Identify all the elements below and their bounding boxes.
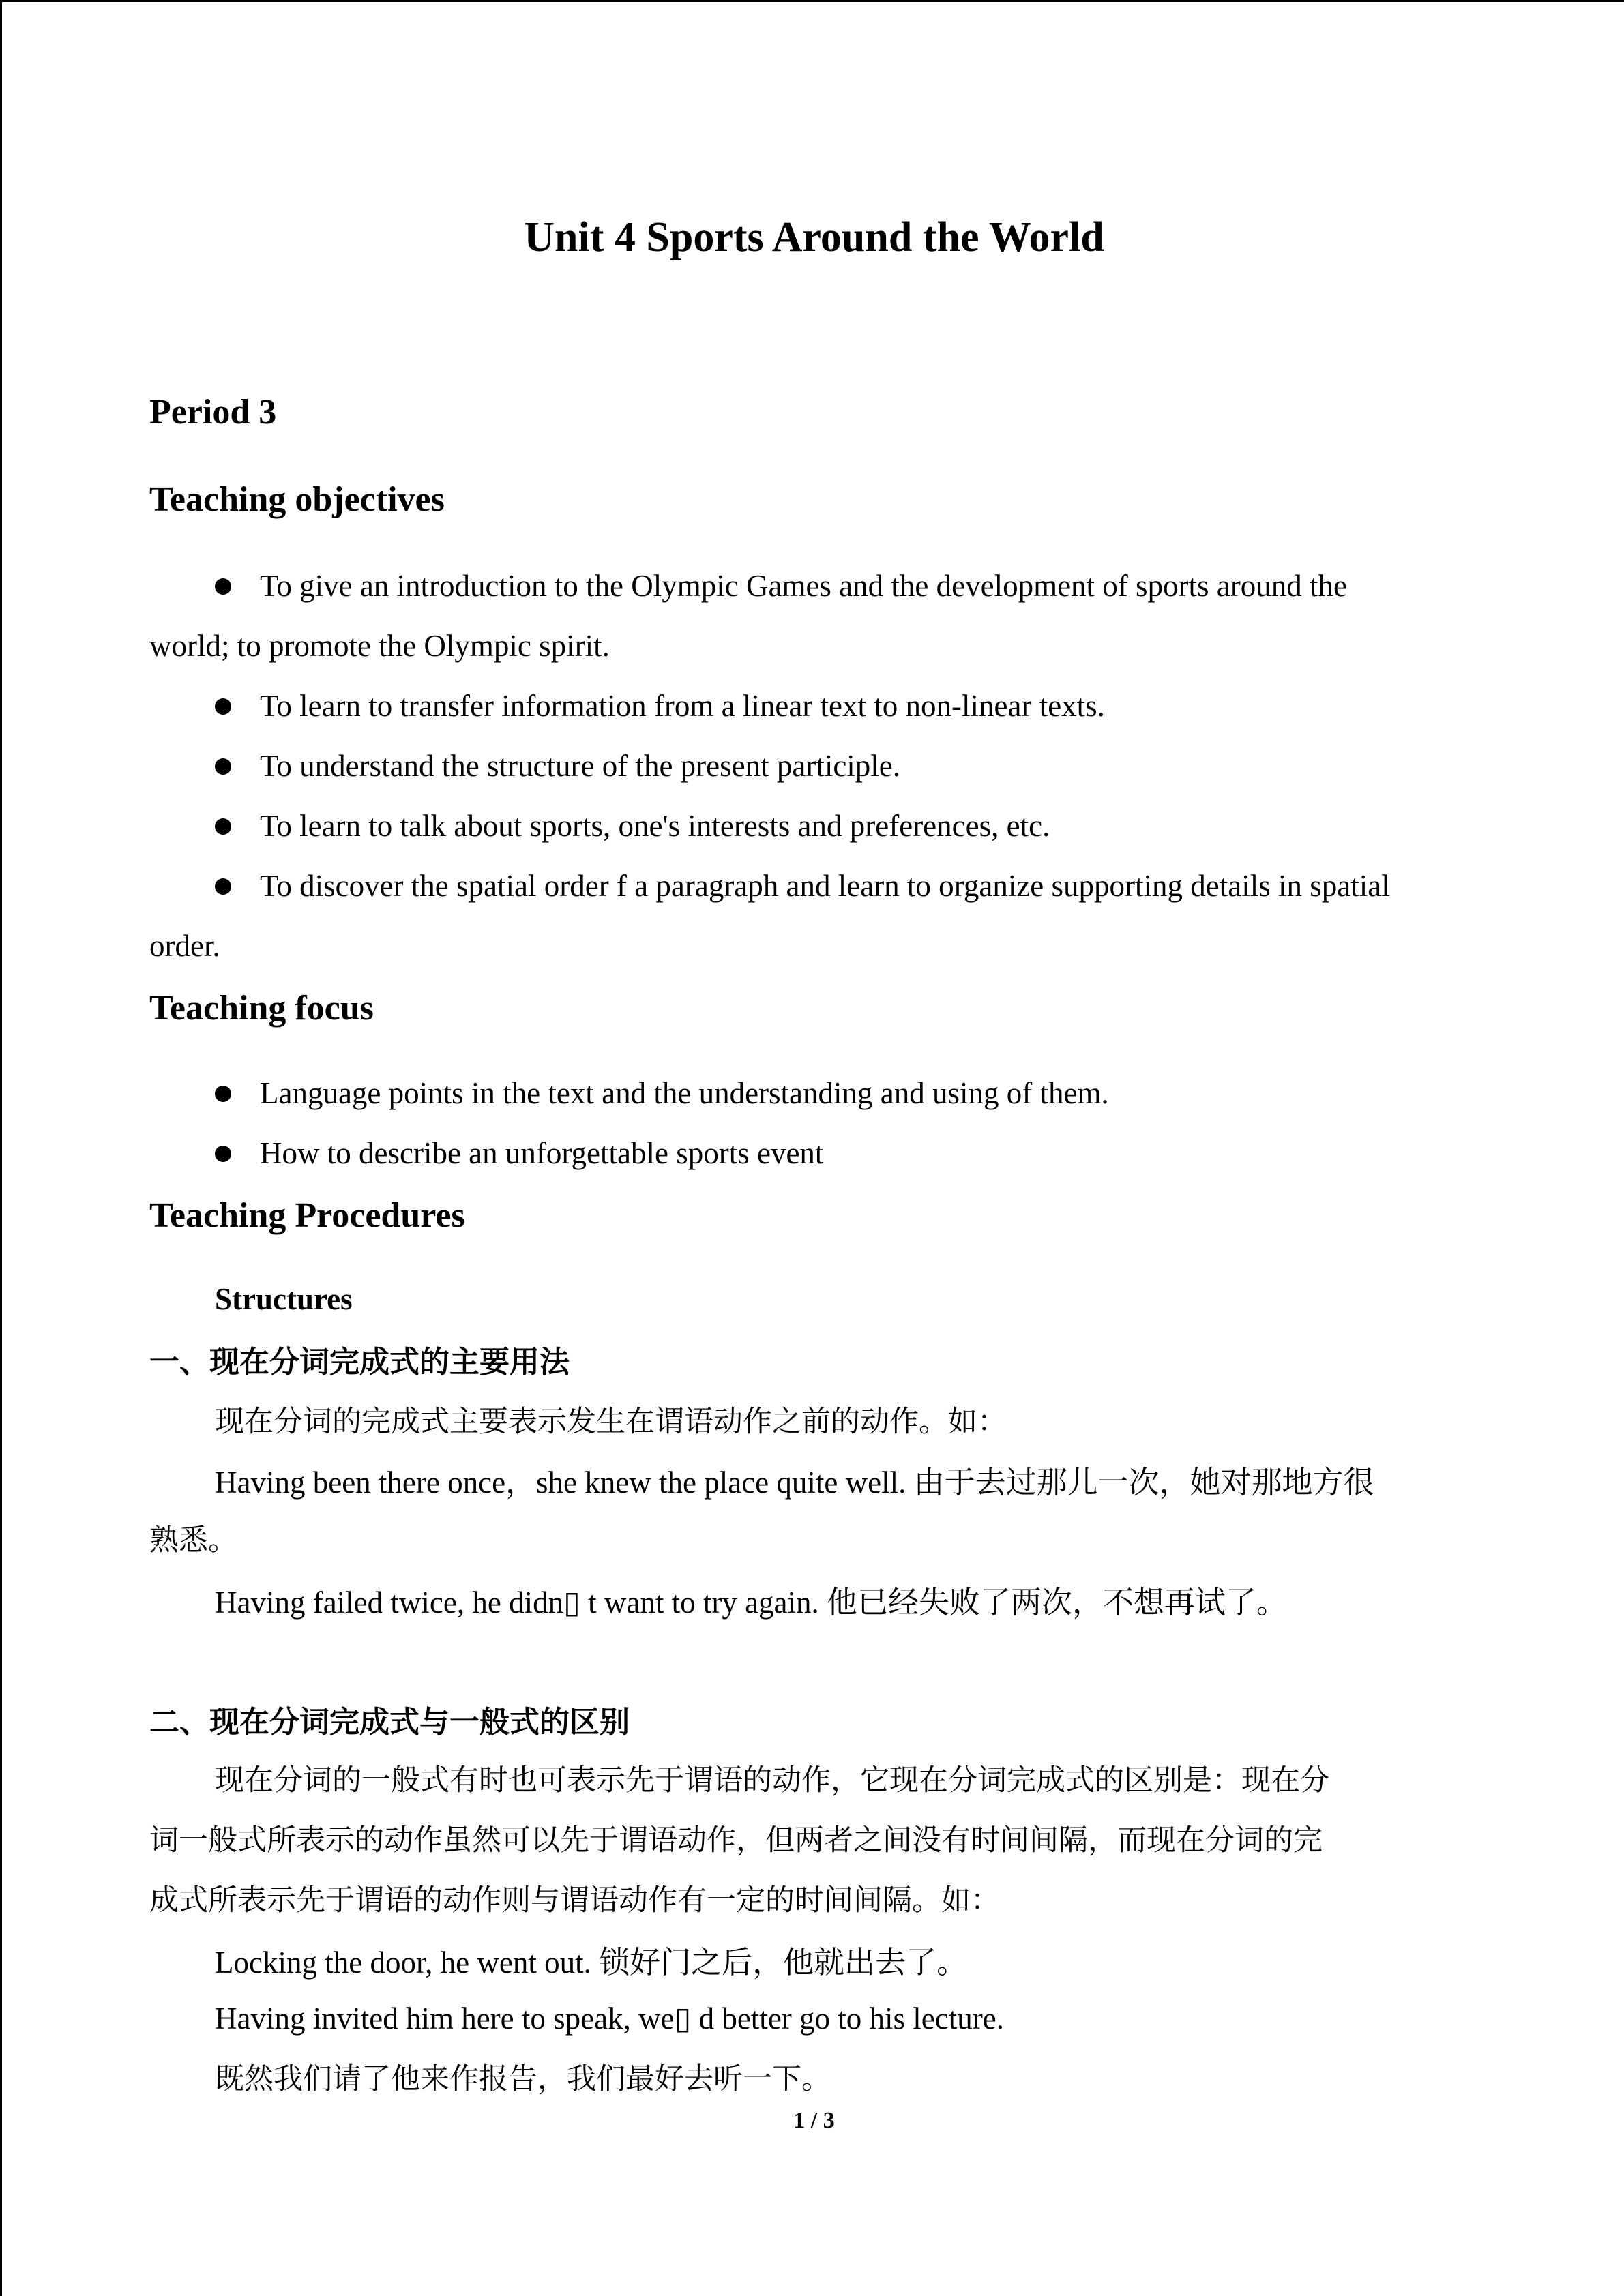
objective-item-4 bbox=[215, 808, 1050, 844]
section2-para-line3: 成式所表示先于谓语的动作则与谓语动作有一定的时间间隔。如： bbox=[149, 1883, 1000, 1918]
objective-item-3 bbox=[215, 748, 900, 784]
focus-item-1 bbox=[215, 1075, 1109, 1111]
objective-text: To learn to transfer information from a linear text to non-linear texts. bbox=[260, 689, 1105, 723]
objective-text: To learn to talk about sports, one's interests and preferences, etc. bbox=[260, 809, 1050, 843]
structures-label: Structures bbox=[215, 1282, 353, 1316]
objective-text: To discover the spatial order f a paragraph and learn to organize supporting details in spatial bbox=[260, 869, 1390, 903]
page-number: 1 / 3 bbox=[793, 2108, 835, 2133]
objectives-heading: Teaching objectives bbox=[149, 480, 445, 519]
section1-example1: Having been there once，she knew the place quite well. 由于去过那儿一次，她对那地方很 bbox=[215, 1465, 1374, 1500]
bullet-icon bbox=[215, 878, 231, 895]
period-heading: Period 3 bbox=[149, 393, 277, 432]
bullet-icon bbox=[215, 1086, 231, 1102]
bullet-icon bbox=[215, 758, 231, 775]
bullet-icon bbox=[215, 1146, 231, 1162]
objective-item-1 bbox=[215, 568, 1347, 603]
objective-continuation: world; to promote the Olympic spirit. bbox=[149, 629, 610, 663]
objective-item-2 bbox=[215, 688, 1105, 724]
document-title: Unit 4 Sports Around the World bbox=[524, 214, 1104, 260]
focus-heading: Teaching focus bbox=[149, 989, 374, 1028]
section2-example2: Having invited him here to speak, we▯ d better go to his lecture. bbox=[215, 2001, 1004, 2036]
section2-example1: Locking the door, he went out. 锁好门之后，他就出去了。 bbox=[215, 1945, 968, 1980]
objective-text: To give an introduction to the Olympic Games and the development of sports around the bbox=[260, 569, 1347, 603]
focus-item-2 bbox=[215, 1135, 823, 1171]
section2-example2-cn: 既然我们请了他来作报告，我们最好去听一下。 bbox=[215, 2062, 831, 2096]
section1-example1-cont: 熟悉。 bbox=[149, 1523, 237, 1557]
section2-heading: 二、现在分词完成式与一般式的区别 bbox=[149, 1705, 630, 1740]
bullet-icon bbox=[215, 818, 231, 835]
objective-continuation: order. bbox=[149, 929, 220, 963]
section1-intro: 现在分词的完成式主要表示发生在谓语动作之前的动作。如： bbox=[215, 1405, 1007, 1439]
section2-para-line2: 词一般式所表示的动作虽然可以先于谓语动作，但两者之间没有时间间隔，而现在分词的完 bbox=[149, 1823, 1323, 1858]
focus-text: How to describe an unforgettable sports event bbox=[260, 1136, 824, 1170]
bullet-icon bbox=[215, 578, 231, 595]
focus-text: Language points in the text and the understanding and using of them. bbox=[260, 1076, 1109, 1110]
procedures-heading: Teaching Procedures bbox=[149, 1196, 465, 1235]
section1-heading: 一、现在分词完成式的主要用法 bbox=[149, 1345, 570, 1380]
section2-para-line1: 现在分词的一般式有时也可表示先于谓语的动作，它现在分词完成式的区别是：现在分 bbox=[215, 1763, 1329, 1798]
objective-text: To understand the structure of the present participle. bbox=[260, 749, 901, 783]
section1-example2: Having failed twice, he didn▯ t want to try again. 他已经失败了两次，不想再试了。 bbox=[215, 1585, 1288, 1620]
objective-item-5 bbox=[215, 868, 1390, 904]
bullet-icon bbox=[215, 698, 231, 715]
